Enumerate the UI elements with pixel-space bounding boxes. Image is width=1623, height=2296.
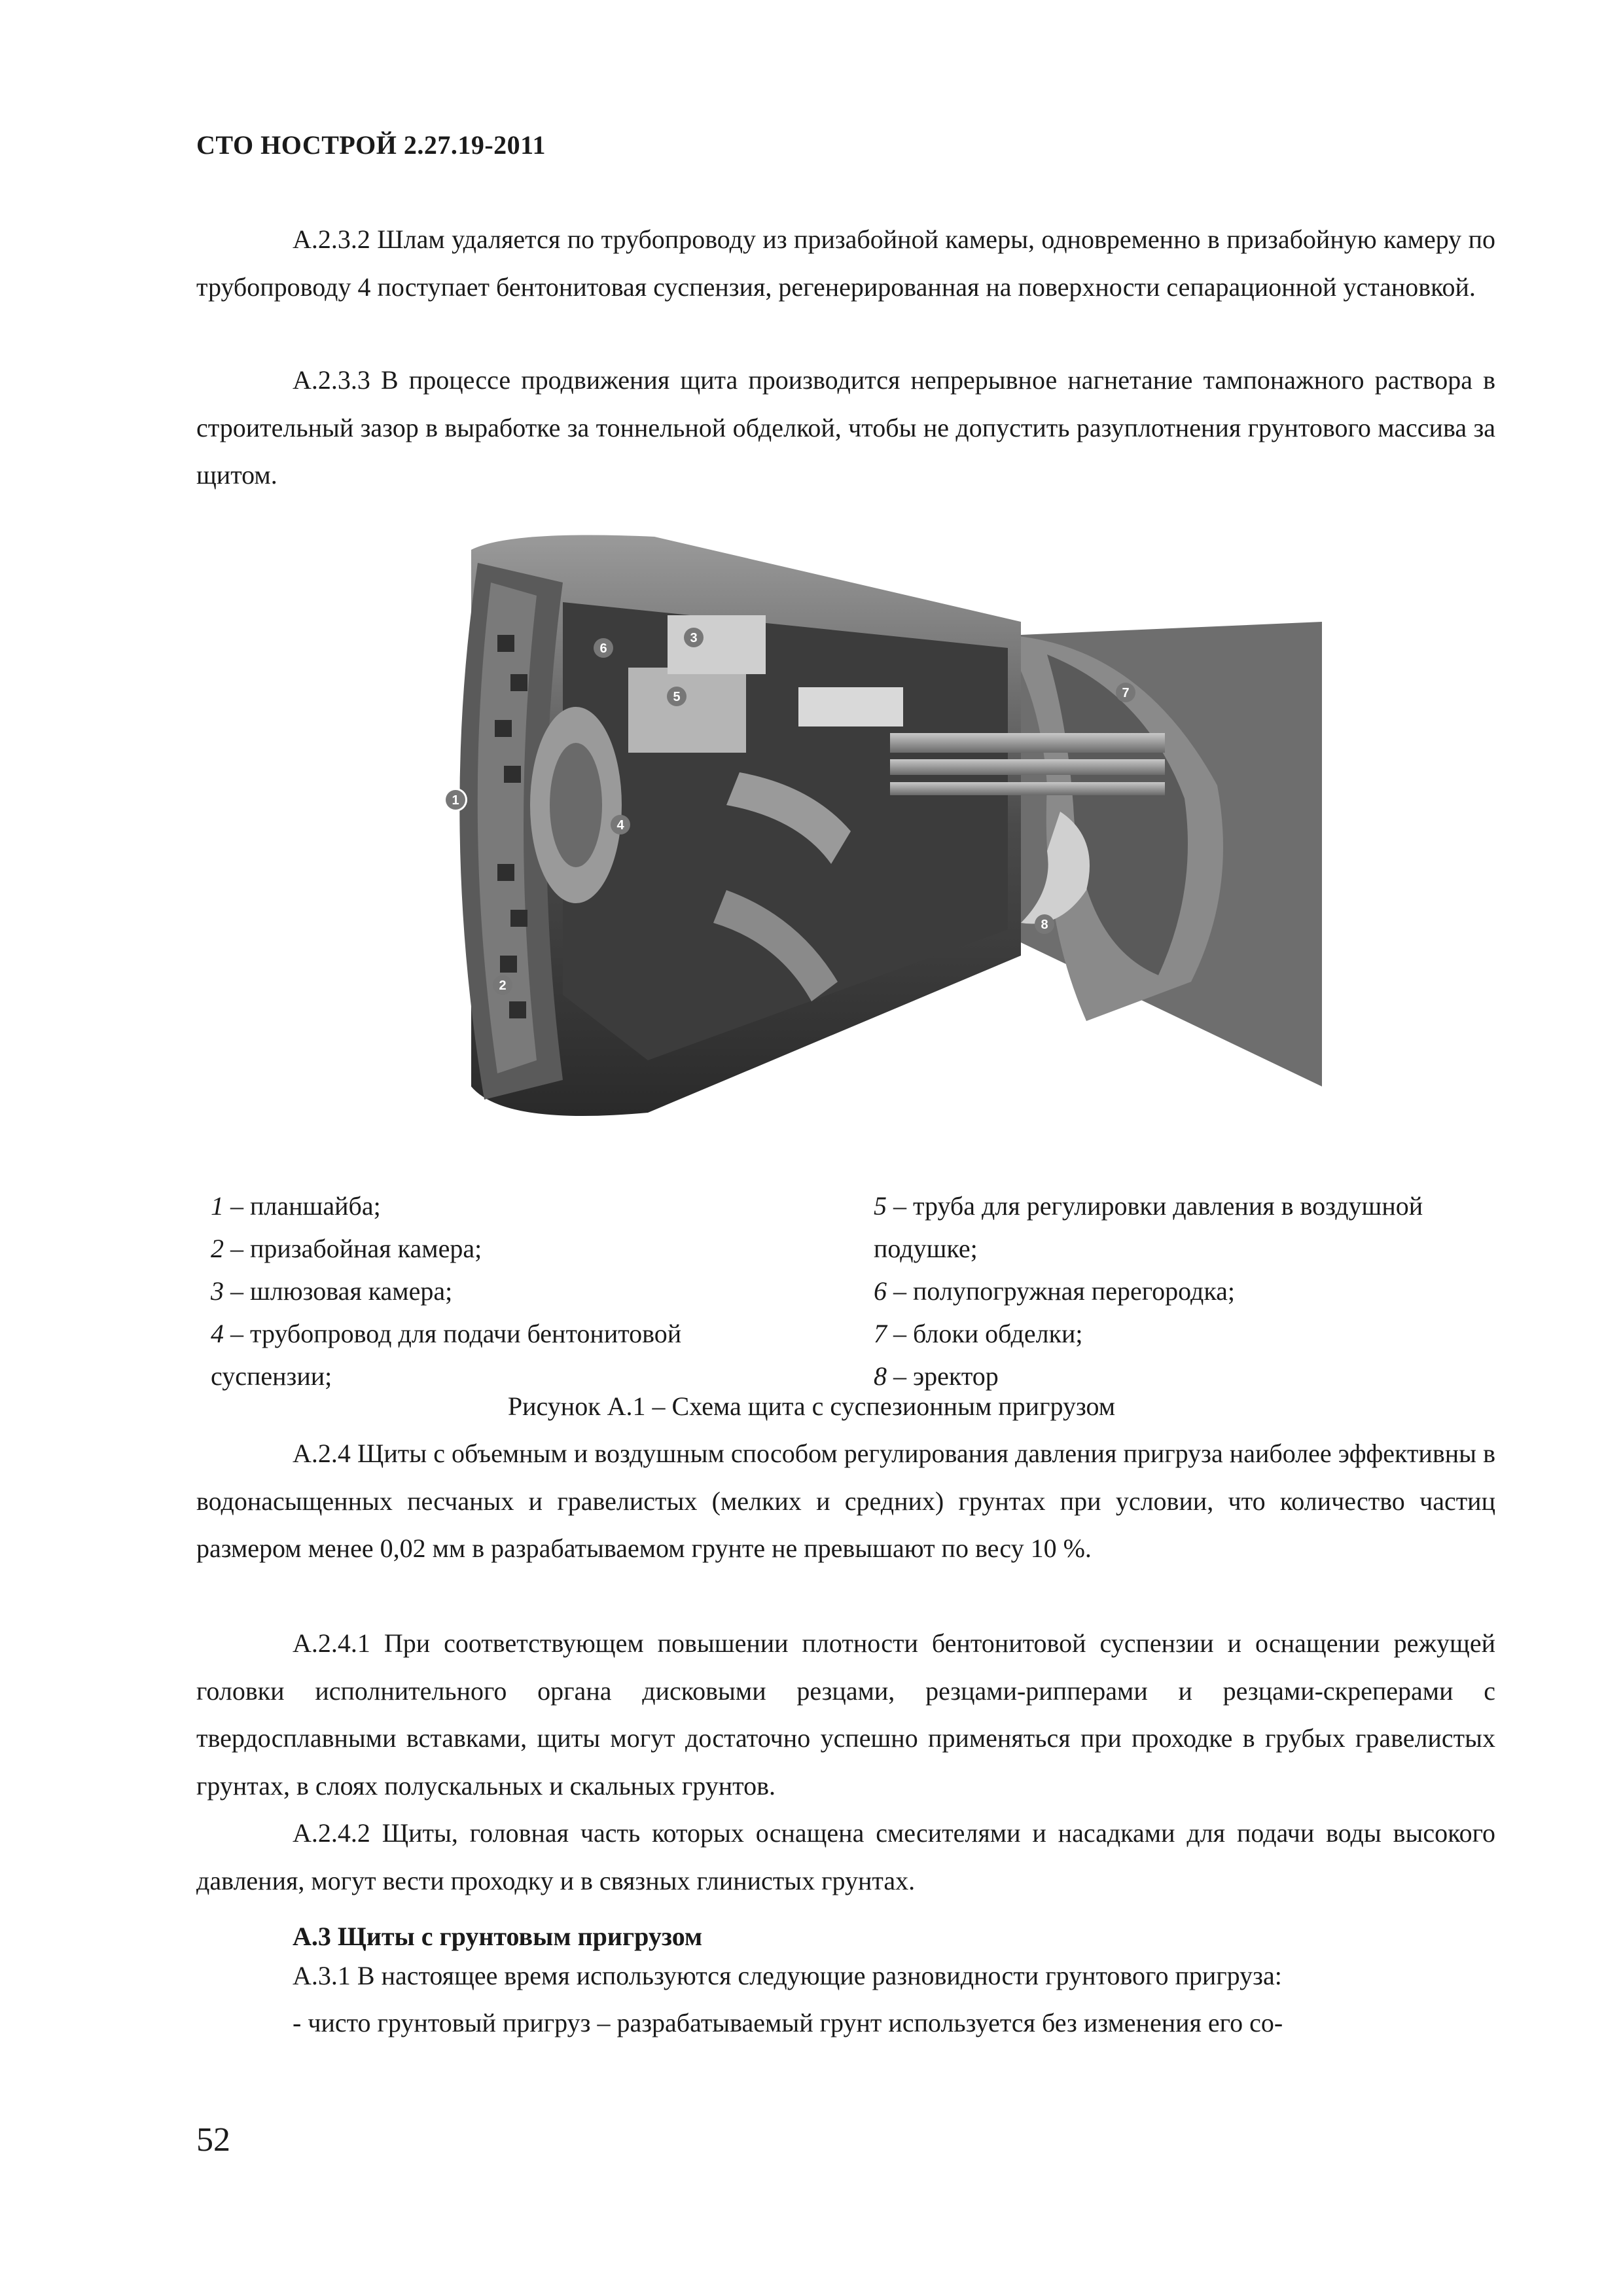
paragraph-a2-4: А.2.4 Щиты с объемным и воздушным способом регулирования давления пригруза наиболее эффективны в водонасыщенных песчаных и гравелистых (мелких и средних) грунтах при условии, что количество частиц размером менее 0,02 мм в разрабатываемом грунте не превышают по весу 10 %. — [196, 1439, 1495, 1563]
legend-item: 6 – полупогружная перегородка; — [874, 1276, 1236, 1306]
legend-item: 8 – эректор — [874, 1361, 999, 1391]
legend-item: суспензии; — [211, 1361, 332, 1391]
legend-item: 4 – трубопровод для подачи бентонитовой — [211, 1319, 682, 1348]
paragraph-a2-4-2: А.2.4.2 Щиты, головная часть которых оснащена смесителями и насадками для подачи воды высокого давления, могут вести проходку и в связных глинистых грунтах. — [196, 1818, 1495, 1895]
paragraph-a3-list-item: - чисто грунтовый пригруз – разрабатываемый грунт используется без изменения его со- — [293, 2008, 1283, 2037]
legend-item: 1 – планшайба; — [211, 1191, 381, 1221]
legend-item: подушке; — [874, 1234, 978, 1263]
paragraph-a2-3-2: А.2.3.2 Шлам удаляется по трубопроводу из призабойной камеры, одновременно в призабойную камеру по трубопроводу 4 поступает бентонитовая суспензия, регенерированная на поверхности сепарационной установкой. — [196, 224, 1495, 302]
callout-5: 5 — [673, 690, 681, 704]
callout-8: 8 — [1041, 918, 1048, 932]
legend-item: 5 – труба для регулировки давления в воздушной — [874, 1191, 1423, 1221]
callout-6: 6 — [599, 641, 607, 656]
callout-3: 3 — [690, 631, 698, 645]
page-number: 52 — [196, 2121, 230, 2159]
legend-item: 2 – призабойная камера; — [211, 1234, 482, 1263]
callout-1: 1 — [452, 793, 459, 808]
paragraph-a2-4-1: А.2.4.1 При соответствующем повышении плотности бентонитовой суспензии и оснащении режущей головки исполнительного органа дисковыми резцами, резцами-рипперами и резцами-скреперами с твердосплавными вставками, щиты могут достаточно успешно применяться при проходке в грубых гравелистых грунтах, в слоях полускальных и скальных грунтов. — [196, 1628, 1495, 1801]
paragraph-a2-3-3: А.2.3.3 В процессе продвижения щита производится непрерывное нагнетание тампонажного раствора в строительный зазор в выработке за тоннельной обделкой, чтобы не допустить разуплотнения грунтового массива за щитом. — [196, 365, 1495, 490]
paragraph-a3-1: А.3.1 В настоящее время используются следующие разновидности грунтового пригруза: — [293, 1961, 1282, 1990]
callout-2: 2 — [499, 978, 507, 993]
document-header: СТО НОСТРОЙ 2.27.19-2011 — [196, 130, 546, 160]
figure-legend-left — [211, 1185, 681, 1397]
figure-legend-right — [874, 1185, 1423, 1397]
section-heading-a3: А.3 Щиты с грунтовым пригрузом — [293, 1922, 703, 1951]
callout-7: 7 — [1122, 686, 1130, 700]
legend-item: 7 – блоки обделки; — [874, 1319, 1083, 1348]
legend-item: 3 – шлюзовая камера; — [211, 1276, 453, 1306]
shield-cutaway-figure — [432, 524, 1322, 1139]
callout-4: 4 — [616, 818, 624, 833]
figure-caption: Рисунок А.1 – Схема щита с суспезионным пригрузом — [507, 1391, 1116, 1421]
